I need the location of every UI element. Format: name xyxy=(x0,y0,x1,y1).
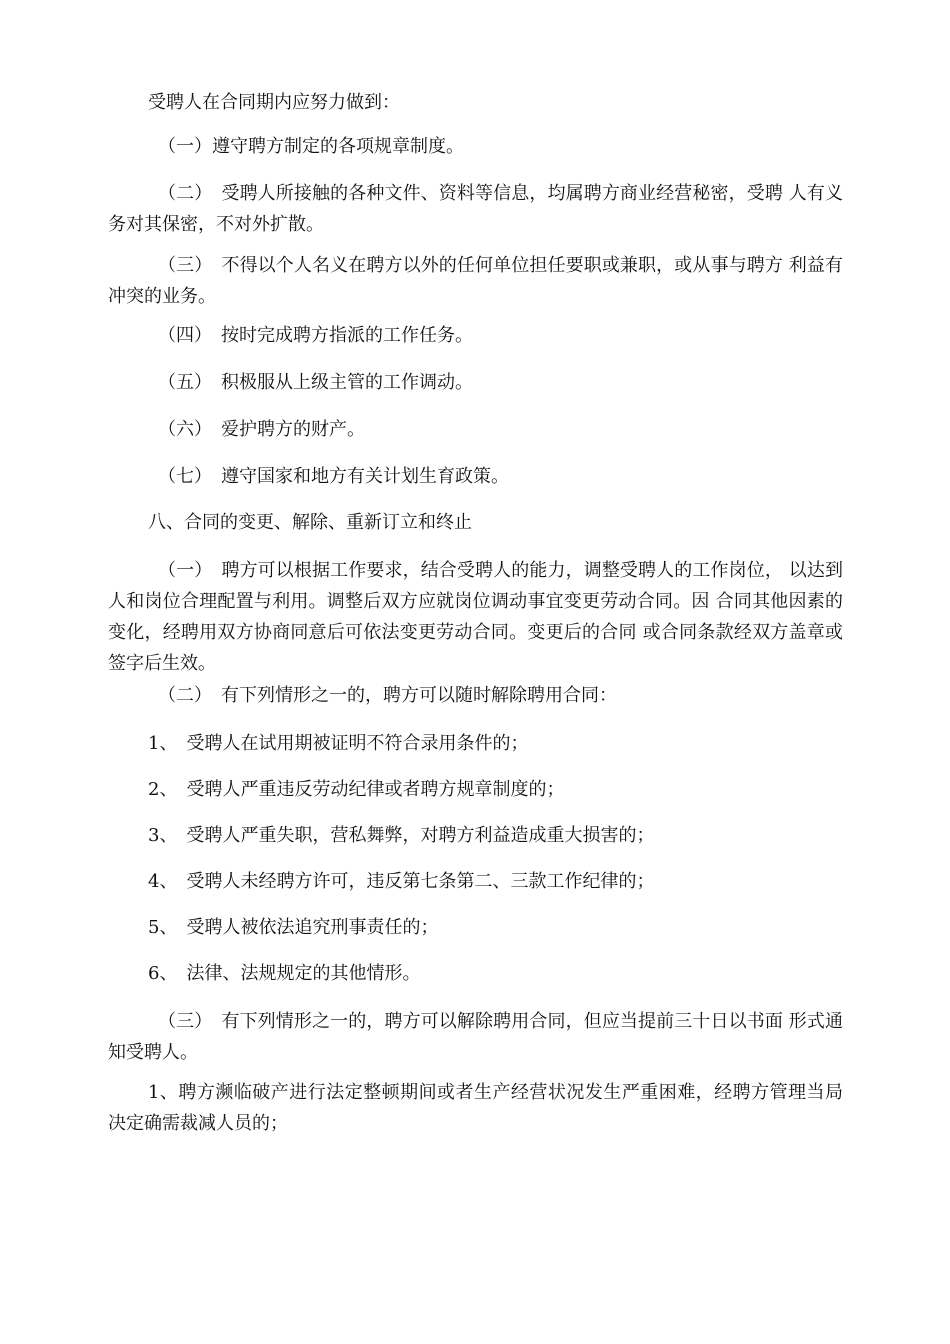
paragraph-section8-item-1: （一） 聘方可以根据工作要求，结合受聘人的能力，调整受聘人的工作岗位， 以达到人和岗位合理配置与利用。调整后双方应就岗位调动事宜变更劳动合同。因 合同其他因素的变化，经聘用双方协商同意后可依法变更劳动合同。变更后的合同 或合同条款经双方盖章或签字后生效。 xyxy=(108,560,843,674)
list-item-2: 2、 受聘人严重违反劳动纪律或者聘方规章制度的； xyxy=(148,779,565,800)
list-item-1: 1、 受聘人在试用期被证明不符合录用条件的； xyxy=(148,733,529,754)
paragraph-item-1: （一）遵守聘方制定的各项规章制度。 xyxy=(158,136,464,157)
paragraph-item-4: （四） 按时完成聘方指派的工作任务。 xyxy=(158,325,473,346)
paragraph-item-7: （七） 遵守国家和地方有关计划生育政策。 xyxy=(158,466,509,487)
paragraph-intro: 受聘人在合同期内应努力做到： xyxy=(148,92,400,113)
section-heading: 八、合同的变更、解除、重新订立和终止 xyxy=(148,512,472,533)
paragraph-subitem-1: 1、聘方濒临破产进行法定整顿期间或者生产经营状况发生严重困难，经聘方管理当局决定确需裁减人员的； xyxy=(108,1082,843,1134)
paragraph-item-6: （六） 爱护聘方的财产。 xyxy=(158,419,365,440)
paragraph-section8-item-2: （二） 有下列情形之一的，聘方可以随时解除聘用合同： xyxy=(158,685,617,706)
list-item-5: 5、 受聘人被依法追究刑事责任的； xyxy=(148,917,439,938)
paragraph-item-2: （二） 受聘人所接触的各种文件、资料等信息，均属聘方商业经营秘密，受聘 人有义务对其保密，不对外扩散。 xyxy=(108,183,843,235)
list-item-6: 6、 法律、法规规定的其他情形。 xyxy=(148,963,421,984)
paragraph-item-5: （五） 积极服从上级主管的工作调动。 xyxy=(158,372,473,393)
paragraph-section8-item-3: （三） 有下列情形之一的，聘方可以解除聘用合同，但应当提前三十日以书面 形式通知受聘人。 xyxy=(108,1011,843,1063)
paragraph-item-3: （三） 不得以个人名义在聘方以外的任何单位担任要职或兼职，或从事与聘方 利益有冲突的业务。 xyxy=(108,255,843,307)
list-item-3: 3、 受聘人严重失职，营私舞弊，对聘方利益造成重大损害的； xyxy=(148,825,655,846)
list-item-4: 4、 受聘人未经聘方许可，违反第七条第二、三款工作纪律的； xyxy=(148,871,655,892)
